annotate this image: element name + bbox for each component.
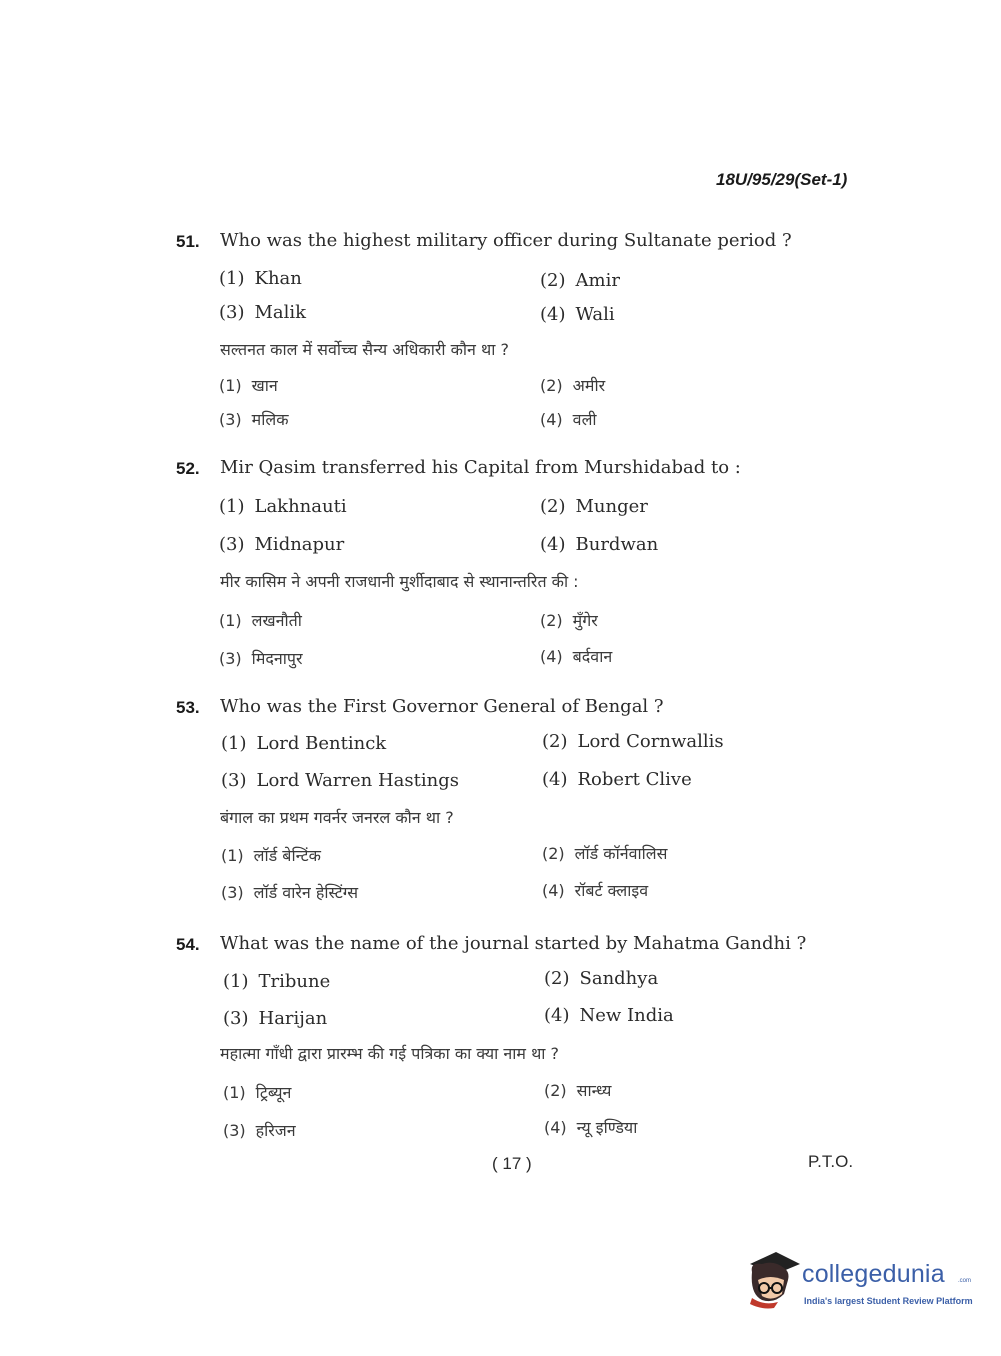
question-number: 51. (176, 232, 200, 251)
option-4: (4) New India (544, 1005, 674, 1026)
option-3: (3) Midnapur (219, 534, 345, 555)
option-1: (1) Tribune (223, 971, 331, 992)
option-3: (3) Lord Warren Hastings (221, 770, 459, 791)
option-4: (4) Wali (540, 304, 615, 325)
hindi-option-3: (3) मिदनापुर (219, 649, 303, 668)
question-text: Who was the highest military officer during Sultanate period ? (220, 230, 792, 251)
option-1: (1) Lord Bentinck (221, 733, 387, 754)
hindi-option-1: (1) ट्रिब्यून (223, 1083, 292, 1102)
hindi-option-1: (1) खान (219, 376, 278, 395)
hindi-option-4: (4) वली (540, 410, 597, 429)
option-2: (2) Munger (540, 496, 648, 517)
hindi-option-2: (2) मुँगेर (540, 611, 598, 630)
question-number: 54. (176, 935, 200, 954)
hindi-option-3: (3) हरिजन (223, 1121, 296, 1140)
hindi-option-1: (1) लखनौती (219, 611, 302, 630)
question-number: 52. (176, 459, 200, 478)
option-2: (2) Lord Cornwallis (542, 731, 724, 752)
option-1: (1) Khan (219, 268, 302, 289)
option-1: (1) Lakhnauti (219, 496, 347, 517)
hindi-option-4: (4) रॉबर्ट क्लाइव (542, 881, 649, 900)
paper-code: 18U/95/29(Set-1) (716, 170, 848, 189)
hindi-option-2: (2) सान्ध्य (544, 1081, 612, 1100)
option-2: (2) Amir (540, 270, 620, 291)
brand-name: collegedunia (802, 1260, 945, 1288)
question-text: Mir Qasim transferred his Capital from Murshidabad to : (220, 457, 741, 478)
question-text: What was the name of the journal started by Mahatma Gandhi ? (220, 933, 807, 954)
collegedunia-watermark (744, 1250, 974, 1320)
hindi-option-2: (2) अमीर (540, 376, 606, 395)
option-4: (4) Robert Clive (542, 769, 692, 790)
pto-label: P.T.O. (808, 1152, 854, 1171)
hindi-option-3: (3) मलिक (219, 410, 289, 429)
option-2: (2) Sandhya (544, 968, 659, 989)
student-mascot-logo (744, 1250, 802, 1310)
brand-domain-suffix: .com (958, 1278, 972, 1284)
hindi-option-2: (2) लॉर्ड कॉर्नवालिस (542, 844, 668, 863)
hindi-option-3: (3) लॉर्ड वारेन हेस्टिंग्स (221, 883, 359, 902)
hindi-option-1: (1) लॉर्ड बेन्टिंक (221, 846, 321, 865)
hindi-option-4: (4) बर्दवान (540, 647, 613, 666)
option-3: (3) Harijan (223, 1008, 328, 1029)
option-4: (4) Burdwan (540, 534, 659, 555)
hindi-question-text: बंगाल का प्रथम गवर्नर जनरल कौन था ? (220, 808, 454, 827)
question-text: Who was the First Governor General of Bengal ? (220, 696, 664, 717)
hindi-question-text: मीर कासिम ने अपनी राजधानी मुर्शीदाबाद से स्थानान्तरित की : (220, 572, 579, 591)
hindi-question-text: सल्तनत काल में सर्वोच्च सैन्य अधिकारी कौन था ? (220, 340, 509, 359)
page-number: ( 17 ) (492, 1154, 532, 1173)
brand-tagline: India's largest Student Review Platform (804, 1296, 973, 1306)
option-3: (3) Malik (219, 302, 307, 323)
question-number: 53. (176, 698, 200, 717)
hindi-option-4: (4) न्यू इण्डिया (544, 1118, 638, 1137)
hindi-question-text: महात्मा गाँधी द्वारा प्रारम्भ की गई पत्रिका का क्या नाम था ? (220, 1044, 560, 1063)
